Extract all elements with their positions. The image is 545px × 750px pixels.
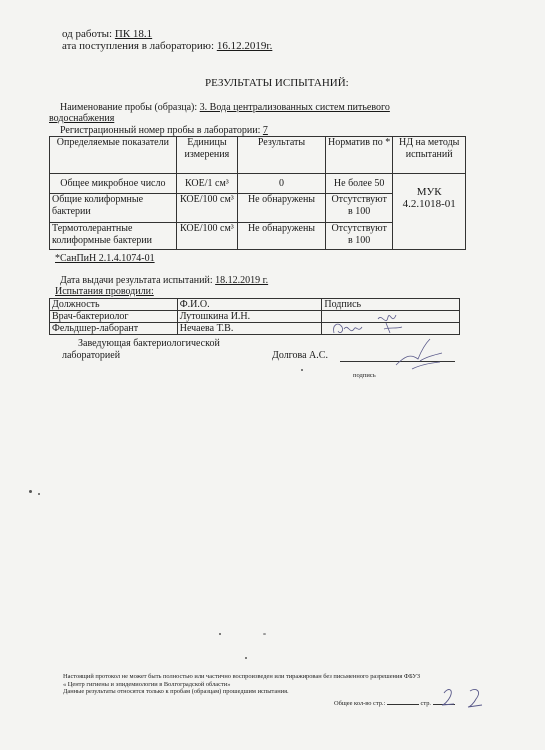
work-label-line xyxy=(62,28,152,40)
work-value: ПК 18.1 xyxy=(114,28,153,40)
footer-pages xyxy=(334,700,455,708)
sample-name-label: Наименование пробы (образца): xyxy=(60,102,198,113)
head-sign-caption: подпись xyxy=(353,372,376,379)
indicator-cell: Термотолерантные колиформные бактерии xyxy=(50,223,177,250)
page-numbers-handwritten xyxy=(440,685,490,710)
footer-line3: Данные результаты относятся только к пробам (образцам) прошедшим испытания. xyxy=(63,688,289,695)
reg-value: 7 xyxy=(262,125,268,136)
arrival-label: ата поступления в лабораторию: xyxy=(62,40,215,52)
results-table xyxy=(49,136,466,250)
name-cell: Лутошкина И.Н. xyxy=(177,311,322,323)
footnote: *СанПиН 2.1.4.1074-01 xyxy=(55,253,155,264)
issue-value: 18.12.2019 г. xyxy=(215,275,269,286)
result-cell: Не обнаружены xyxy=(238,223,326,250)
method-cell: МУК 4.2.1018-01 xyxy=(393,174,466,250)
header-signature: Подпись xyxy=(322,299,460,311)
paper-speck xyxy=(301,369,303,371)
header-position: Должность xyxy=(50,299,178,311)
header-indicator: Определяемые показатели xyxy=(50,137,177,174)
page-title: РЕЗУЛЬТАТЫ ИСПЫТАНИЙ: xyxy=(205,77,349,89)
unit-cell: КОЕ/100 см³ xyxy=(176,194,237,223)
unit-cell: КОЕ/1 см³ xyxy=(176,174,237,194)
header-result: Результаты xyxy=(238,137,326,174)
issue-label: Дата выдачи результата испытаний: xyxy=(60,275,213,286)
head-name: Долгова А.С. xyxy=(272,350,328,361)
position-cell: Врач-бактериолог xyxy=(50,311,178,323)
header-name: Ф.И.О. xyxy=(177,299,322,311)
arrival-line xyxy=(62,40,272,52)
name-cell: Нечаева Т.В. xyxy=(177,323,322,335)
total-pages-blank xyxy=(387,704,419,705)
paper-speck xyxy=(263,633,266,635)
performed-label: Испытания проводили: xyxy=(55,286,154,297)
head-signature xyxy=(390,335,450,375)
unit-cell: КОЕ/100 см³ xyxy=(176,223,237,250)
norm-cell: Не более 50 xyxy=(325,174,392,194)
table-row xyxy=(50,174,466,194)
indicator-cell: Общее микробное число xyxy=(50,174,177,194)
work-label: од работы: xyxy=(62,28,113,40)
issue-line xyxy=(60,275,268,286)
header-norm: Норматив по * xyxy=(325,137,392,174)
norm-cell: Отсутствуют в 100 xyxy=(325,223,392,250)
result-cell: 0 xyxy=(238,174,326,194)
indicator-cell: Общие колиформные бактерии xyxy=(50,194,177,223)
paper-speck xyxy=(219,633,221,635)
sample-name-value-cont: водоснабжения xyxy=(49,113,115,124)
arrival-value: 16.12.2019г. xyxy=(216,40,273,52)
position-cell: Фельдшер-лаборант xyxy=(50,323,178,335)
head-title-line1: Заведующая бактериологической xyxy=(78,338,220,349)
footer-line1: Настоящий протокол не может быть полностью или частично воспроизведен или тиражирован без письменного разрешения ФБУЗ xyxy=(63,673,421,680)
header-method: НД на методы испытаний xyxy=(393,137,466,174)
paper-speck xyxy=(245,657,247,659)
paper-speck xyxy=(29,490,32,493)
results-header-row xyxy=(50,137,466,174)
norm-cell: Отсутствуют в 100 xyxy=(325,194,392,223)
sample-name-line xyxy=(60,102,390,113)
reg-label: Регистрационный номер пробы в лаборатории: xyxy=(60,125,261,136)
total-pages-label: Общее кол-во стр.: xyxy=(334,700,386,707)
header-unit: Единицы измерения xyxy=(176,137,237,174)
reg-line xyxy=(60,125,268,136)
result-cell: Не обнаружены xyxy=(238,194,326,223)
page-label: стр. xyxy=(420,700,432,707)
paper-speck xyxy=(38,493,40,495)
sample-name-value: 3. Вода централизованных систем питьевого xyxy=(199,102,390,113)
footer-line2: « Центр гигиены и эпидемиологии в Волгоградской области» xyxy=(63,680,231,688)
head-title-line2: лабораторией xyxy=(62,350,121,361)
